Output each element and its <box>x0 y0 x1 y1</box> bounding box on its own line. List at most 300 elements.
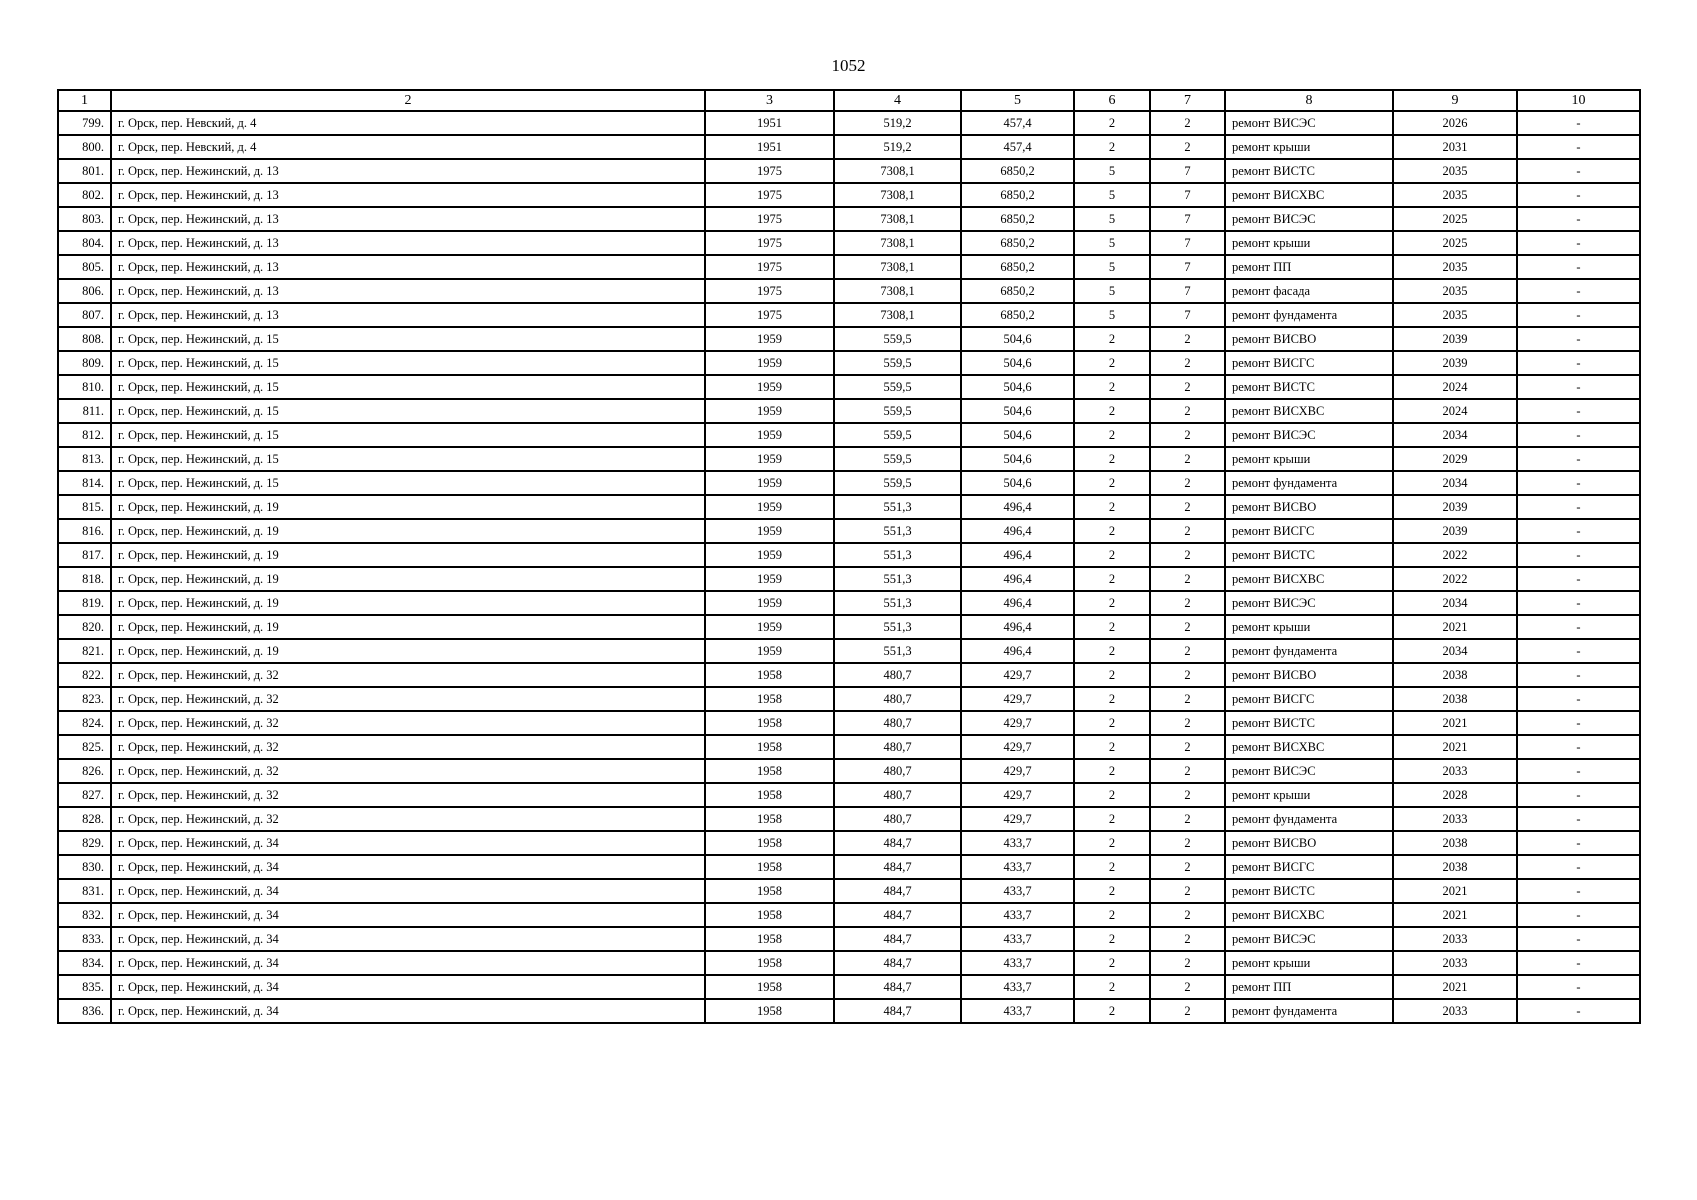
table-row <box>58 927 1640 951</box>
cell-planned-year: 2026 <box>1393 111 1517 135</box>
table-row <box>58 879 1640 903</box>
table-row <box>58 615 1640 639</box>
cell-total-area: 559,5 <box>834 447 961 471</box>
cell-entrances: 2 <box>1150 831 1225 855</box>
table-row <box>58 831 1640 855</box>
cell-work-type: ремонт ВИСЭС <box>1225 591 1393 615</box>
cell-residential-area: 496,4 <box>961 567 1074 591</box>
cell-planned-year: 2024 <box>1393 375 1517 399</box>
cell-residential-area: 433,7 <box>961 879 1074 903</box>
cell-build-year: 1975 <box>705 207 834 231</box>
cell-entrances: 2 <box>1150 639 1225 663</box>
cell-note: - <box>1517 759 1640 783</box>
cell-note: - <box>1517 567 1640 591</box>
table-row <box>58 327 1640 351</box>
cell-entrances: 2 <box>1150 543 1225 567</box>
cell-planned-year: 2035 <box>1393 279 1517 303</box>
cell-residential-area: 433,7 <box>961 999 1074 1023</box>
cell-planned-year: 2035 <box>1393 159 1517 183</box>
cell-entrances: 2 <box>1150 567 1225 591</box>
cell-planned-year: 2033 <box>1393 807 1517 831</box>
cell-entrances: 2 <box>1150 855 1225 879</box>
cell-entrances: 7 <box>1150 303 1225 327</box>
cell-planned-year: 2039 <box>1393 351 1517 375</box>
cell-work-type: ремонт ВИСГС <box>1225 687 1393 711</box>
cell-residential-area: 429,7 <box>961 735 1074 759</box>
cell-build-year: 1959 <box>705 399 834 423</box>
cell-row-number: 824. <box>58 711 111 735</box>
cell-work-type: ремонт фасада <box>1225 279 1393 303</box>
cell-total-area: 484,7 <box>834 999 961 1023</box>
cell-entrances: 7 <box>1150 279 1225 303</box>
cell-residential-area: 429,7 <box>961 687 1074 711</box>
cell-total-area: 480,7 <box>834 735 961 759</box>
table-row <box>58 951 1640 975</box>
cell-entrances: 2 <box>1150 327 1225 351</box>
cell-row-number: 825. <box>58 735 111 759</box>
cell-residential-area: 496,4 <box>961 519 1074 543</box>
cell-row-number: 819. <box>58 591 111 615</box>
table-row <box>58 303 1640 327</box>
cell-work-type: ремонт фундамента <box>1225 471 1393 495</box>
cell-build-year: 1975 <box>705 279 834 303</box>
cell-address: г. Орск, пер. Нежинский, д. 13 <box>111 159 705 183</box>
cell-residential-area: 504,6 <box>961 423 1074 447</box>
cell-work-type: ремонт ВИСТС <box>1225 711 1393 735</box>
cell-address: г. Орск, пер. Нежинский, д. 34 <box>111 999 705 1023</box>
cell-note: - <box>1517 663 1640 687</box>
cell-planned-year: 2035 <box>1393 183 1517 207</box>
cell-planned-year: 2034 <box>1393 423 1517 447</box>
cell-floors: 2 <box>1074 687 1150 711</box>
cell-work-type: ремонт крыши <box>1225 783 1393 807</box>
cell-work-type: ремонт фундамента <box>1225 639 1393 663</box>
cell-row-number: 835. <box>58 975 111 999</box>
cell-work-type: ремонт ПП <box>1225 255 1393 279</box>
cell-address: г. Орск, пер. Нежинский, д. 32 <box>111 735 705 759</box>
cell-build-year: 1958 <box>705 855 834 879</box>
cell-floors: 2 <box>1074 495 1150 519</box>
cell-work-type: ремонт ВИСЭС <box>1225 207 1393 231</box>
cell-build-year: 1958 <box>705 663 834 687</box>
cell-build-year: 1951 <box>705 135 834 159</box>
cell-planned-year: 2034 <box>1393 639 1517 663</box>
cell-entrances: 2 <box>1150 759 1225 783</box>
table-row <box>58 279 1640 303</box>
cell-floors: 2 <box>1074 807 1150 831</box>
column-header: 10 <box>1517 90 1640 111</box>
column-header: 2 <box>111 90 705 111</box>
column-header: 5 <box>961 90 1074 111</box>
cell-row-number: 809. <box>58 351 111 375</box>
cell-total-area: 480,7 <box>834 783 961 807</box>
cell-floors: 2 <box>1074 519 1150 543</box>
cell-address: г. Орск, пер. Нежинский, д. 15 <box>111 471 705 495</box>
cell-note: - <box>1517 255 1640 279</box>
cell-row-number: 834. <box>58 951 111 975</box>
cell-row-number: 823. <box>58 687 111 711</box>
cell-total-area: 480,7 <box>834 711 961 735</box>
cell-entrances: 2 <box>1150 495 1225 519</box>
table-row <box>58 255 1640 279</box>
cell-total-area: 559,5 <box>834 375 961 399</box>
cell-floors: 2 <box>1074 639 1150 663</box>
cell-entrances: 2 <box>1150 615 1225 639</box>
cell-planned-year: 2029 <box>1393 447 1517 471</box>
cell-row-number: 816. <box>58 519 111 543</box>
cell-entrances: 2 <box>1150 399 1225 423</box>
cell-planned-year: 2038 <box>1393 687 1517 711</box>
table-row <box>58 111 1640 135</box>
cell-entrances: 2 <box>1150 903 1225 927</box>
cell-entrances: 2 <box>1150 711 1225 735</box>
cell-address: г. Орск, пер. Нежинский, д. 13 <box>111 303 705 327</box>
cell-address: г. Орск, пер. Нежинский, д. 19 <box>111 639 705 663</box>
cell-build-year: 1959 <box>705 639 834 663</box>
cell-build-year: 1958 <box>705 687 834 711</box>
cell-note: - <box>1517 471 1640 495</box>
cell-work-type: ремонт крыши <box>1225 135 1393 159</box>
cell-entrances: 7 <box>1150 231 1225 255</box>
cell-floors: 2 <box>1074 903 1150 927</box>
cell-residential-area: 433,7 <box>961 927 1074 951</box>
cell-planned-year: 2031 <box>1393 135 1517 159</box>
cell-address: г. Орск, пер. Нежинский, д. 13 <box>111 207 705 231</box>
cell-note: - <box>1517 711 1640 735</box>
cell-entrances: 2 <box>1150 111 1225 135</box>
cell-build-year: 1975 <box>705 255 834 279</box>
cell-note: - <box>1517 807 1640 831</box>
cell-floors: 2 <box>1074 831 1150 855</box>
cell-row-number: 832. <box>58 903 111 927</box>
cell-floors: 2 <box>1074 711 1150 735</box>
cell-work-type: ремонт ВИСВО <box>1225 663 1393 687</box>
cell-build-year: 1959 <box>705 543 834 567</box>
cell-address: г. Орск, пер. Нежинский, д. 34 <box>111 879 705 903</box>
cell-row-number: 822. <box>58 663 111 687</box>
cell-build-year: 1958 <box>705 951 834 975</box>
cell-residential-area: 6850,2 <box>961 159 1074 183</box>
cell-planned-year: 2025 <box>1393 207 1517 231</box>
cell-build-year: 1958 <box>705 879 834 903</box>
cell-note: - <box>1517 399 1640 423</box>
cell-total-area: 551,3 <box>834 495 961 519</box>
cell-build-year: 1959 <box>705 591 834 615</box>
cell-note: - <box>1517 975 1640 999</box>
cell-total-area: 480,7 <box>834 759 961 783</box>
cell-floors: 2 <box>1074 327 1150 351</box>
cell-address: г. Орск, пер. Нежинский, д. 32 <box>111 687 705 711</box>
cell-floors: 2 <box>1074 759 1150 783</box>
cell-residential-area: 433,7 <box>961 855 1074 879</box>
cell-note: - <box>1517 351 1640 375</box>
cell-floors: 2 <box>1074 735 1150 759</box>
cell-work-type: ремонт ВИСХВС <box>1225 183 1393 207</box>
cell-address: г. Орск, пер. Невский, д. 4 <box>111 135 705 159</box>
cell-planned-year: 2022 <box>1393 543 1517 567</box>
cell-build-year: 1959 <box>705 471 834 495</box>
cell-address: г. Орск, пер. Нежинский, д. 15 <box>111 327 705 351</box>
cell-note: - <box>1517 903 1640 927</box>
cell-address: г. Орск, пер. Нежинский, д. 15 <box>111 447 705 471</box>
cell-residential-area: 6850,2 <box>961 183 1074 207</box>
cell-residential-area: 457,4 <box>961 135 1074 159</box>
cell-entrances: 2 <box>1150 879 1225 903</box>
cell-total-area: 484,7 <box>834 879 961 903</box>
cell-residential-area: 429,7 <box>961 807 1074 831</box>
cell-planned-year: 2038 <box>1393 663 1517 687</box>
cell-residential-area: 433,7 <box>961 831 1074 855</box>
cell-work-type: ремонт ВИСГС <box>1225 351 1393 375</box>
cell-floors: 2 <box>1074 447 1150 471</box>
cell-address: г. Орск, пер. Нежинский, д. 34 <box>111 903 705 927</box>
cell-floors: 5 <box>1074 207 1150 231</box>
cell-work-type: ремонт ВИСТС <box>1225 543 1393 567</box>
cell-residential-area: 496,4 <box>961 543 1074 567</box>
cell-work-type: ремонт ВИСХВС <box>1225 903 1393 927</box>
cell-row-number: 814. <box>58 471 111 495</box>
cell-residential-area: 429,7 <box>961 783 1074 807</box>
cell-total-area: 551,3 <box>834 567 961 591</box>
cell-total-area: 551,3 <box>834 639 961 663</box>
table-row <box>58 735 1640 759</box>
column-header: 6 <box>1074 90 1150 111</box>
cell-build-year: 1958 <box>705 711 834 735</box>
cell-build-year: 1958 <box>705 999 834 1023</box>
cell-work-type: ремонт ВИСХВС <box>1225 567 1393 591</box>
page-number: 1052 <box>831 56 866 75</box>
cell-floors: 5 <box>1074 255 1150 279</box>
cell-work-type: ремонт ВИСТС <box>1225 375 1393 399</box>
cell-residential-area: 433,7 <box>961 951 1074 975</box>
cell-floors: 2 <box>1074 135 1150 159</box>
cell-build-year: 1959 <box>705 495 834 519</box>
cell-floors: 5 <box>1074 159 1150 183</box>
cell-floors: 2 <box>1074 543 1150 567</box>
cell-build-year: 1959 <box>705 567 834 591</box>
cell-total-area: 559,5 <box>834 351 961 375</box>
cell-total-area: 551,3 <box>834 543 961 567</box>
cell-work-type: ремонт ВИСГС <box>1225 855 1393 879</box>
cell-row-number: 802. <box>58 183 111 207</box>
cell-note: - <box>1517 519 1640 543</box>
cell-total-area: 559,5 <box>834 423 961 447</box>
cell-build-year: 1975 <box>705 159 834 183</box>
cell-address: г. Орск, пер. Нежинский, д. 19 <box>111 615 705 639</box>
cell-address: г. Орск, пер. Нежинский, д. 19 <box>111 519 705 543</box>
cell-total-area: 551,3 <box>834 591 961 615</box>
cell-work-type: ремонт фундамента <box>1225 303 1393 327</box>
cell-planned-year: 2021 <box>1393 735 1517 759</box>
cell-address: г. Орск, пер. Нежинский, д. 34 <box>111 975 705 999</box>
cell-row-number: 831. <box>58 879 111 903</box>
cell-residential-area: 496,4 <box>961 591 1074 615</box>
cell-build-year: 1959 <box>705 351 834 375</box>
cell-planned-year: 2021 <box>1393 975 1517 999</box>
cell-floors: 5 <box>1074 303 1150 327</box>
table-row <box>58 903 1640 927</box>
cell-floors: 2 <box>1074 615 1150 639</box>
table-row <box>58 639 1640 663</box>
cell-residential-area: 496,4 <box>961 495 1074 519</box>
cell-planned-year: 2021 <box>1393 879 1517 903</box>
cell-planned-year: 2034 <box>1393 471 1517 495</box>
table-row <box>58 183 1640 207</box>
table-row <box>58 135 1640 159</box>
table-row <box>58 495 1640 519</box>
cell-build-year: 1958 <box>705 807 834 831</box>
cell-row-number: 826. <box>58 759 111 783</box>
cell-address: г. Орск, пер. Нежинский, д. 15 <box>111 399 705 423</box>
cell-residential-area: 496,4 <box>961 639 1074 663</box>
cell-row-number: 807. <box>58 303 111 327</box>
cell-address: г. Орск, пер. Нежинский, д. 19 <box>111 543 705 567</box>
cell-build-year: 1958 <box>705 975 834 999</box>
cell-address: г. Орск, пер. Нежинский, д. 32 <box>111 663 705 687</box>
cell-entrances: 2 <box>1150 135 1225 159</box>
cell-row-number: 800. <box>58 135 111 159</box>
cell-build-year: 1958 <box>705 903 834 927</box>
cell-work-type: ремонт ПП <box>1225 975 1393 999</box>
table-row <box>58 447 1640 471</box>
table-row <box>58 855 1640 879</box>
cell-residential-area: 6850,2 <box>961 303 1074 327</box>
cell-entrances: 7 <box>1150 207 1225 231</box>
table-row <box>58 207 1640 231</box>
cell-note: - <box>1517 855 1640 879</box>
cell-floors: 2 <box>1074 951 1150 975</box>
cell-total-area: 484,7 <box>834 975 961 999</box>
cell-note: - <box>1517 951 1640 975</box>
cell-floors: 5 <box>1074 183 1150 207</box>
cell-entrances: 2 <box>1150 975 1225 999</box>
cell-row-number: 830. <box>58 855 111 879</box>
cell-total-area: 559,5 <box>834 399 961 423</box>
cell-row-number: 811. <box>58 399 111 423</box>
cell-planned-year: 2021 <box>1393 711 1517 735</box>
cell-work-type: ремонт фундамента <box>1225 807 1393 831</box>
cell-row-number: 828. <box>58 807 111 831</box>
cell-entrances: 7 <box>1150 159 1225 183</box>
cell-work-type: ремонт фундамента <box>1225 999 1393 1023</box>
table-row <box>58 975 1640 999</box>
cell-address: г. Орск, пер. Нежинский, д. 34 <box>111 951 705 975</box>
cell-address: г. Орск, пер. Нежинский, д. 15 <box>111 423 705 447</box>
cell-build-year: 1959 <box>705 447 834 471</box>
cell-row-number: 808. <box>58 327 111 351</box>
cell-work-type: ремонт крыши <box>1225 615 1393 639</box>
cell-entrances: 2 <box>1150 735 1225 759</box>
cell-address: г. Орск, пер. Нежинский, д. 15 <box>111 375 705 399</box>
cell-address: г. Орск, пер. Нежинский, д. 19 <box>111 567 705 591</box>
cell-work-type: ремонт ВИСГС <box>1225 519 1393 543</box>
table-row <box>58 375 1640 399</box>
cell-row-number: 815. <box>58 495 111 519</box>
cell-note: - <box>1517 831 1640 855</box>
cell-residential-area: 504,6 <box>961 399 1074 423</box>
cell-total-area: 519,2 <box>834 135 961 159</box>
table-row <box>58 687 1640 711</box>
cell-residential-area: 433,7 <box>961 903 1074 927</box>
cell-row-number: 801. <box>58 159 111 183</box>
cell-work-type: ремонт крыши <box>1225 951 1393 975</box>
cell-floors: 2 <box>1074 855 1150 879</box>
cell-row-number: 803. <box>58 207 111 231</box>
cell-note: - <box>1517 735 1640 759</box>
cell-floors: 2 <box>1074 111 1150 135</box>
cell-work-type: ремонт ВИСВО <box>1225 831 1393 855</box>
cell-note: - <box>1517 279 1640 303</box>
table-row <box>58 591 1640 615</box>
cell-entrances: 7 <box>1150 255 1225 279</box>
cell-note: - <box>1517 111 1640 135</box>
column-header: 4 <box>834 90 961 111</box>
cell-row-number: 805. <box>58 255 111 279</box>
cell-floors: 2 <box>1074 471 1150 495</box>
cell-residential-area: 496,4 <box>961 615 1074 639</box>
cell-row-number: 833. <box>58 927 111 951</box>
cell-row-number: 806. <box>58 279 111 303</box>
cell-build-year: 1959 <box>705 519 834 543</box>
cell-planned-year: 2033 <box>1393 999 1517 1023</box>
cell-work-type: ремонт ВИСВО <box>1225 495 1393 519</box>
cell-address: г. Орск, пер. Нежинский, д. 34 <box>111 927 705 951</box>
cell-address: г. Орск, пер. Нежинский, д. 32 <box>111 759 705 783</box>
table-row <box>58 807 1640 831</box>
cell-note: - <box>1517 447 1640 471</box>
cell-floors: 2 <box>1074 591 1150 615</box>
cell-address: г. Орск, пер. Нежинский, д. 32 <box>111 783 705 807</box>
cell-work-type: ремонт ВИСТС <box>1225 879 1393 903</box>
table-row <box>58 351 1640 375</box>
cell-address: г. Орск, пер. Нежинский, д. 32 <box>111 807 705 831</box>
cell-build-year: 1958 <box>705 783 834 807</box>
table-row <box>58 159 1640 183</box>
cell-note: - <box>1517 591 1640 615</box>
cell-planned-year: 2038 <box>1393 831 1517 855</box>
cell-floors: 5 <box>1074 279 1150 303</box>
cell-planned-year: 2035 <box>1393 303 1517 327</box>
cell-total-area: 484,7 <box>834 951 961 975</box>
cell-planned-year: 2024 <box>1393 399 1517 423</box>
cell-planned-year: 2033 <box>1393 951 1517 975</box>
table-body <box>58 111 1640 1023</box>
cell-note: - <box>1517 207 1640 231</box>
cell-total-area: 7308,1 <box>834 255 961 279</box>
cell-address: г. Орск, пер. Нежинский, д. 15 <box>111 351 705 375</box>
cell-work-type: ремонт ВИСХВС <box>1225 735 1393 759</box>
cell-entrances: 2 <box>1150 375 1225 399</box>
cell-row-number: 810. <box>58 375 111 399</box>
cell-row-number: 820. <box>58 615 111 639</box>
cell-entrances: 2 <box>1150 663 1225 687</box>
column-header: 1 <box>58 90 111 111</box>
table-row <box>58 711 1640 735</box>
cell-note: - <box>1517 615 1640 639</box>
cell-total-area: 559,5 <box>834 471 961 495</box>
cell-planned-year: 2033 <box>1393 927 1517 951</box>
cell-address: г. Орск, пер. Нежинский, д. 32 <box>111 711 705 735</box>
cell-total-area: 484,7 <box>834 855 961 879</box>
cell-note: - <box>1517 375 1640 399</box>
cell-build-year: 1958 <box>705 735 834 759</box>
cell-row-number: 827. <box>58 783 111 807</box>
cell-total-area: 7308,1 <box>834 231 961 255</box>
cell-build-year: 1975 <box>705 231 834 255</box>
cell-planned-year: 2028 <box>1393 783 1517 807</box>
cell-build-year: 1959 <box>705 423 834 447</box>
cell-planned-year: 2039 <box>1393 327 1517 351</box>
